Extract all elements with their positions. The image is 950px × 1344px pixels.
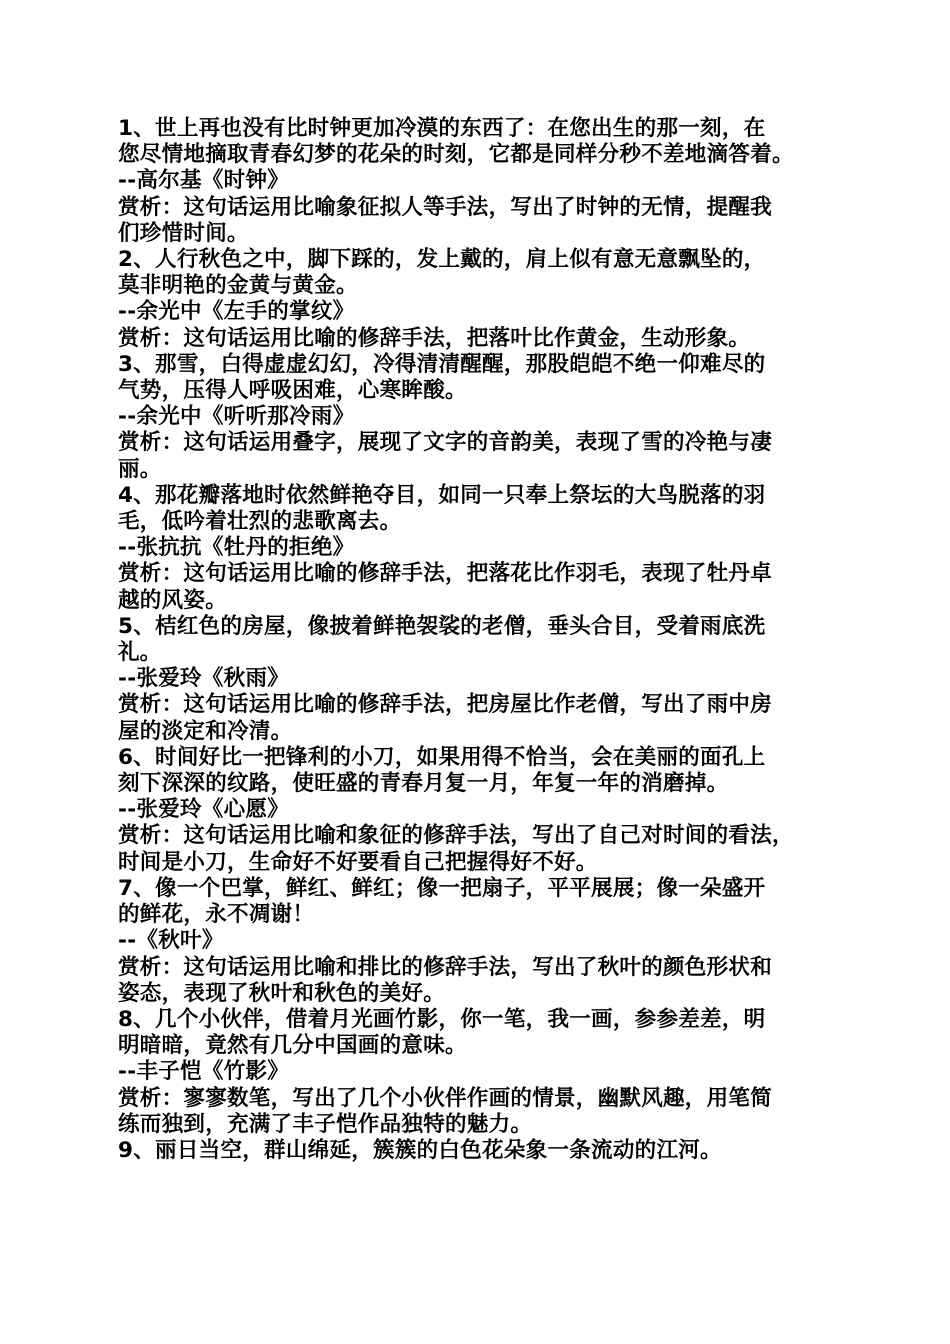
text-line: 3、那雪，白得虚虚幻幻，冷得清清醒醒，那股皑皑不绝一仰难尽的 — [118, 351, 766, 377]
text-line: 越的风姿。 — [118, 587, 228, 613]
text-line: 赏析：这句话运用比喻的修辞手法，把落叶比作黄金，生动形象。 — [118, 325, 751, 351]
text-line: 您尽情地摘取青春幻梦的花朵的时刻，它都是同样分秒不差地滴答着。 — [118, 142, 794, 168]
text-line: 6、时间好比一把锋利的小刀，如果用得不恰当，会在美丽的面孔上 — [118, 744, 766, 770]
text-line: 9、丽日当空，群山绵延，簇簇的白色花朵象一条流动的江河。 — [118, 1137, 722, 1163]
text-line: 礼。 — [118, 640, 162, 666]
text-line: 赏析：这句话运用比喻和排比的修辞手法，写出了秋叶的颜色形状和 — [118, 954, 773, 980]
text-line: --张抗抗《牡丹的拒绝》 — [118, 535, 355, 561]
text-line: 4、那花瓣落地时依然鲜艳夺目，如同一只奉上祭坛的大鸟脱落的羽 — [118, 482, 766, 508]
text-line: 的鲜花，永不凋谢！ — [118, 902, 315, 928]
text-line: 7、像一个巴掌，鲜红、鲜红；像一把扇子，平平展展；像一朵盛开 — [118, 875, 766, 901]
text-line: --丰子恺《竹影》 — [118, 1059, 290, 1085]
text-line: 赏析：这句话运用比喻象征拟人等手法，写出了时钟的无情，提醒我 — [118, 194, 773, 220]
text-line: --《秋叶》 — [118, 928, 224, 954]
text-line: 毛，低吟着壮烈的悲歌离去。 — [118, 509, 402, 535]
text-line: --张爱玲《心愿》 — [118, 797, 290, 823]
text-line: 5、桔红色的房屋，像披着鲜艳袈裟的老僧，垂头合目，受着雨底洗 — [118, 613, 766, 639]
text-line: 姿态，表现了秋叶和秋色的美好。 — [118, 980, 446, 1006]
text-line: 8、几个小伙伴，借着月光画竹影，你一笔，我一画，参参差差，明 — [118, 1006, 766, 1032]
text-line: --高尔基《时钟》 — [118, 168, 290, 194]
document-text — [118, 116, 838, 1164]
text-line: 赏析：这句话运用比喻的修辞手法，把落花比作羽毛，表现了牡丹卓 — [118, 561, 773, 587]
text-line: 气势，压得人呼吸困难，心寒眸酸。 — [118, 378, 467, 404]
text-line: 赏析：这句话运用比喻和象征的修辞手法，写出了自己对时间的看法， — [118, 823, 794, 849]
text-line: 2、人行秋色之中，脚下踩的，发上戴的，肩上似有意无意飘坠的， — [118, 247, 766, 273]
text-line: 赏析：这句话运用叠字，展现了文字的音韵美，表现了雪的冷艳与凄 — [118, 430, 773, 456]
text-line: 丽。 — [118, 456, 162, 482]
text-line: 赏析：寥寥数笔，写出了几个小伙伴作画的情景，幽默风趣，用笔简 — [118, 1085, 773, 1111]
text-line: --余光中《听听那冷雨》 — [118, 404, 355, 430]
text-line: 莫非明艳的金黄与黄金。 — [118, 273, 358, 299]
text-line: 刻下深深的纹路，使旺盛的青春月复一月，年复一年的消磨掉。 — [118, 771, 729, 797]
text-line: 明暗暗，竟然有几分中国画的意味。 — [118, 1033, 467, 1059]
text-line: 时间是小刀，生命好不好要看自己把握得好不好。 — [118, 849, 598, 875]
text-line: 赏析：这句话运用比喻的修辞手法，把房屋比作老僧，写出了雨中房 — [118, 692, 773, 718]
text-line: 屋的淡定和冷清。 — [118, 718, 293, 744]
text-line: 1、世上再也没有比时钟更加冷漠的东西了：在您出生的那一刻，在 — [118, 116, 766, 141]
text-line: --张爱玲《秋雨》 — [118, 666, 290, 692]
text-line: 们珍惜时间。 — [118, 220, 249, 246]
text-line: 练而独到，充满了丰子恺作品独特的魅力。 — [118, 1111, 533, 1137]
text-line: --余光中《左手的掌纹》 — [118, 299, 355, 325]
